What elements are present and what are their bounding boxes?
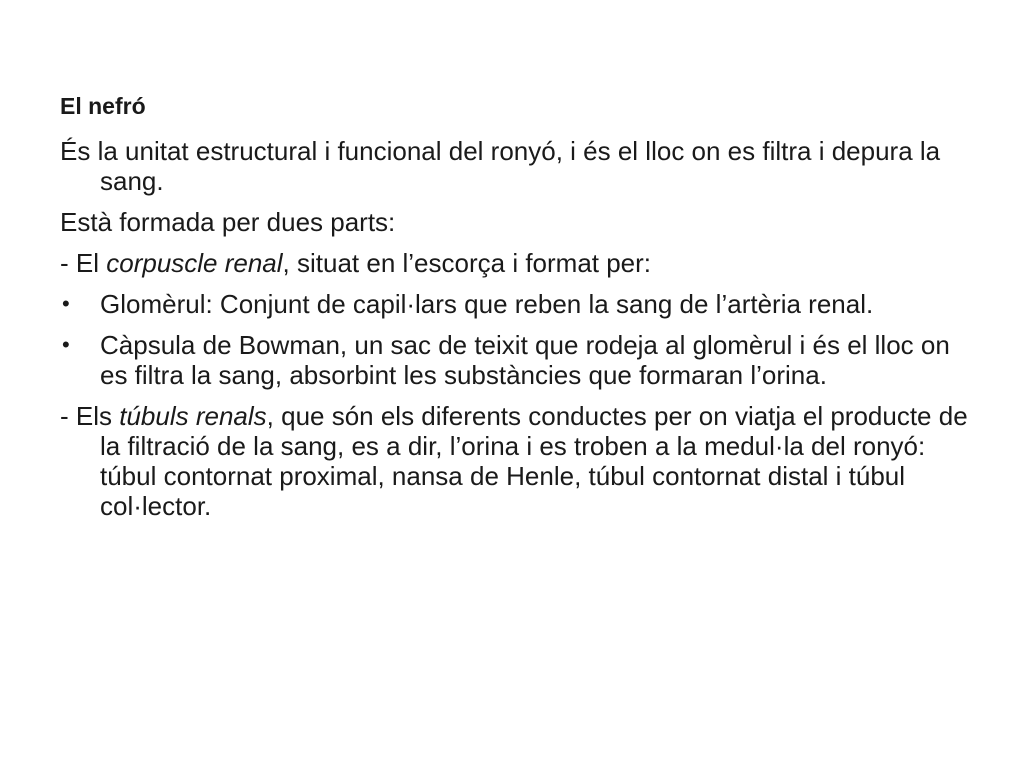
corpuscle-prefix: - El xyxy=(60,248,107,278)
parts-intro: Està formada per dues parts: xyxy=(60,207,396,237)
bullet-text-capsula: Càpsula de Bowman, un sac de teixit que rodeja al glomèrul i és el lloc on es filtra la sang, absorbint les substàncies que formaran l’orina. xyxy=(100,330,950,390)
bullet-text-glomerul: Glomèrul: Conjunt de capil·lars que reben la sang de l’artèria renal. xyxy=(100,289,874,319)
slide-content xyxy=(60,92,980,532)
corpuscle-term: corpuscle renal xyxy=(106,248,283,278)
tubuls-suffix: , que són els diferents conductes per on viatja el producte de la filtració de la sang, es a dir, l’orina i es troben a la medul·la del ronyó: túbul contornat proximal, nansa de Henle, túbul contornat distal i túbul col·lector. xyxy=(100,401,968,521)
tubuls-paragraph xyxy=(60,401,980,521)
list-item xyxy=(60,330,980,390)
corpuscle-paragraph xyxy=(60,248,980,278)
list-item xyxy=(60,289,980,319)
tubuls-term: túbuls renals xyxy=(119,401,267,431)
tubuls-prefix: - Els xyxy=(60,401,120,431)
corpuscle-suffix: , situat en l’escorça i format per: xyxy=(282,248,652,278)
bullet-icon: • xyxy=(62,332,70,357)
intro-paragraph: És la unitat estructural i funcional del ronyó, i és el lloc on es filtra i depura la sang. xyxy=(60,136,941,196)
slide-title: El nefró xyxy=(60,93,146,119)
bullet-icon: • xyxy=(62,291,70,316)
